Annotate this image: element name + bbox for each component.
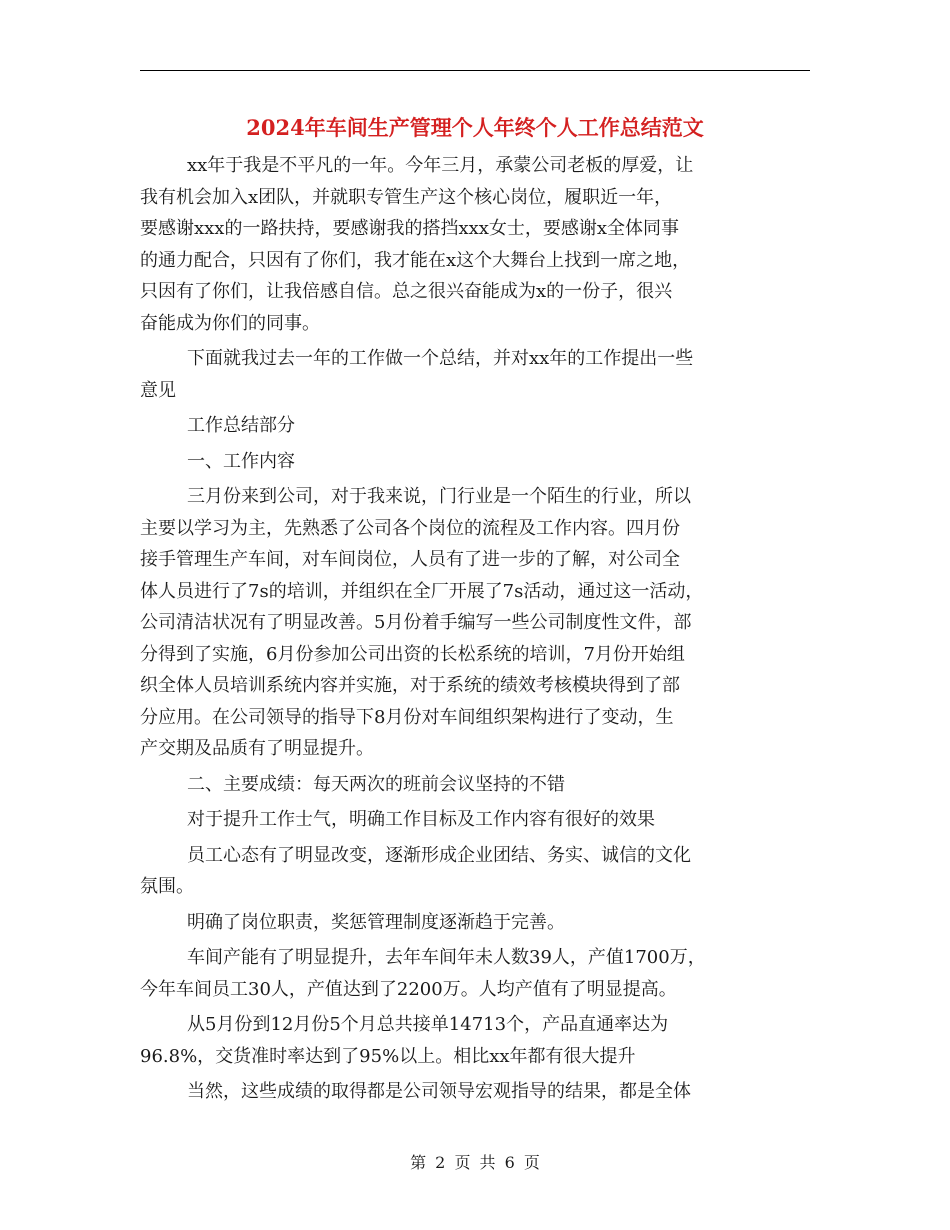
text-line: 意见 [140,379,176,401]
text-line: 织全体人员培训系统内容并实施，对于系统的绩效考核模块得到了部 [140,675,680,696]
text-line: 下面就我过去一年的工作做一个总结，并对xx年的工作提出一些 [187,348,694,369]
text-line: 一、工作内容 [187,450,295,472]
text-line: 体人员进行了7s的培训，并组织在全厂开展了7s活动，通过这一活动， [140,580,704,602]
paragraph [140,1076,810,1108]
section-heading [140,410,810,442]
text-line: 当然，这些成绩的取得都是公司领导宏观指导的结果，都是全体 [187,1081,691,1102]
section-heading [140,446,810,478]
text-line: 主要以学习为主，先熟悉了公司各个岗位的流程及工作内容。四月份 [140,517,680,539]
paragraph [140,481,810,765]
text-line: 产交期及品质有了明显提升。 [140,738,374,759]
text-line: 我有机会加入x团队，并就职专管生产这个核心岗位，履职近一年， [140,186,673,208]
section-heading [140,769,810,801]
paragraph [140,1009,810,1072]
header-rule [140,70,810,71]
text-line: 分应用。在公司领导的指导下8月份对车间组织架构进行了变动，生 [140,706,674,728]
page-number-footer: 第 2 页 共 6 页 [410,1153,540,1172]
text-line: 对于提升工作士气，明确工作目标及工作内容有很好的效果 [187,809,655,830]
text-line: 的通力配合，只因有了你们，我才能在x这个大舞台上找到一席之地， [140,249,691,271]
text-line: 氛围。 [140,876,194,897]
text-line: 车间产能有了明显提升，去年车间年未人数39人，产值1700万， [187,947,706,968]
text-line: 明确了岗位职责，奖惩管理制度逐渐趋于完善。 [187,911,565,933]
text-line: 工作总结部分 [187,415,295,436]
paragraph [140,907,810,939]
text-line: 员工心态有了明显改变，逐渐形成企业团结、务实、诚信的文化 [187,844,691,866]
text-line: 只因有了你们，让我倍感自信。总之很兴奋能成为x的一份子，很兴 [140,281,673,302]
text-line: xx年于我是不平凡的一年。今年三月，承蒙公司老板的厚爱，让 [187,155,694,176]
text-line: 今年车间员工30人，产值达到了2200万。人均产值有了明显提高。 [140,978,677,1000]
paragraph [140,343,810,406]
text-line: 接手管理生产车间，对车间岗位，人员有了进一步的了解，对公司全 [140,549,680,570]
text-line: 公司清洁状况有了明显改善。5月份着手编写一些公司制度性文件，部 [140,612,692,633]
text-line: 三月份来到公司，对于我来说，门行业是一个陌生的行业，所以 [187,486,691,507]
text-line: 二、主要成绩：每天两次的班前会议坚持的不错 [187,773,565,795]
text-line: 96.8%，交货准时率达到了95%以上。相比xx年都有很大提升 [140,1045,636,1067]
paragraph [140,150,810,339]
text-line: 从5月份到12月份5个月总共接单14713个，产品直通率达为 [187,1014,669,1035]
paragraph [140,840,810,903]
text-line: 奋能成为你们的同事。 [140,312,320,334]
paragraph [140,942,810,1005]
document-body [140,150,810,1112]
text-line: 要感谢xxx的一路扶持，要感谢我的搭挡xxx女士，要感谢x全体同事 [140,218,680,239]
paragraph [140,804,810,836]
text-line: 分得到了实施，6月份参加公司出资的长松系统的培训，7月份开始组 [140,643,685,665]
document-title: 2024年车间生产管理个人年终个人工作总结范文 [246,115,704,140]
